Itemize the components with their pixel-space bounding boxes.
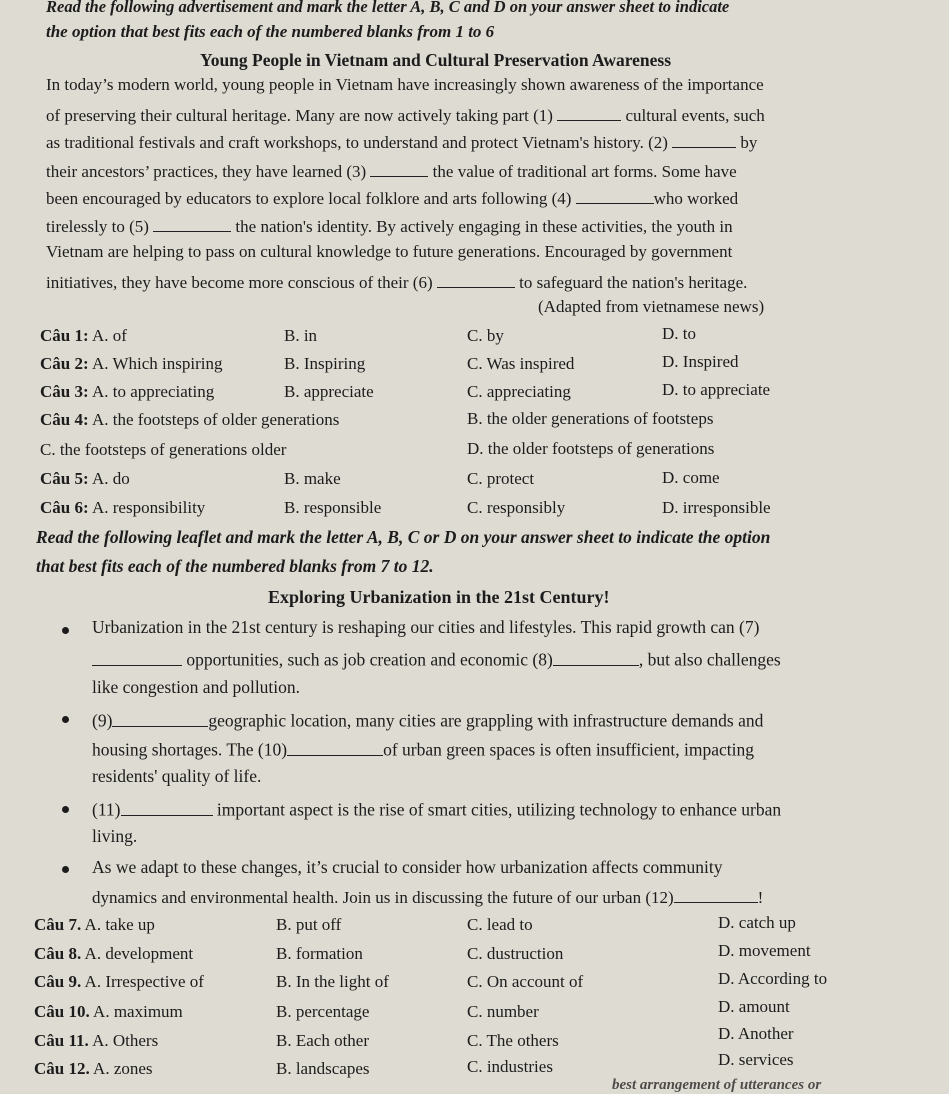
- option-a: A. maximum: [93, 1002, 183, 1021]
- question-number: Câu 3:: [40, 382, 89, 401]
- instruction-1-line-2: the option that best fits each of the numbered blanks from 1 to 6: [46, 22, 495, 41]
- bullet-2-line-2: [92, 737, 754, 761]
- cutoff-next-instruction: best arrangement of utterances or: [612, 1077, 822, 1093]
- question-3-label: [40, 382, 214, 402]
- q7-option-b: B. put off: [276, 915, 342, 934]
- q6-option-c: C. responsibly: [467, 498, 566, 517]
- option-a: A. responsibility: [91, 498, 206, 517]
- blank-5: [153, 214, 231, 232]
- text-segment: dynamics and environmental health. Join us in discussing the future of our urban (12): [92, 888, 674, 907]
- q6-option-b: B. responsible: [284, 498, 382, 517]
- text-segment: tirelessly to (5): [46, 217, 149, 236]
- question-12-label: [34, 1059, 153, 1079]
- passage-1-line-3: [46, 130, 757, 153]
- passage-1-line-5: [46, 186, 738, 209]
- blank-8: [553, 647, 639, 666]
- q3-option-c: C. appreciating: [467, 382, 571, 401]
- text-segment: (11): [92, 799, 121, 820]
- text-segment: important aspect is the rise of smart cities, utilizing technology to enhance urban: [216, 799, 782, 820]
- option-a: A. take up: [84, 915, 155, 934]
- text-segment: the nation's identity. By actively engaging in these activities, the youth in: [235, 217, 733, 236]
- question-8-label: [34, 944, 193, 964]
- text-segment: (9): [92, 710, 113, 731]
- q7-option-d: D. catch up: [718, 913, 796, 932]
- option-a: A. Others: [92, 1031, 159, 1050]
- text-segment: been encouraged by educators to explore local folklore and arts following (4): [46, 189, 572, 208]
- q2-option-b: B. Inspiring: [284, 354, 366, 373]
- blank-7: [92, 647, 182, 666]
- passage-1-line-8: [46, 270, 747, 293]
- q4-option-d: D. the older footsteps of generations: [467, 439, 715, 458]
- question-6-label: [40, 498, 205, 518]
- q2-option-d: D. Inspired: [662, 352, 739, 371]
- question-2-label: [40, 354, 222, 374]
- text-segment: housing shortages. The (10): [92, 739, 288, 760]
- q8-option-d: D. movement: [718, 941, 811, 960]
- question-number: Câu 10.: [34, 1002, 90, 1021]
- question-number: Câu 12.: [34, 1059, 90, 1078]
- question-number: Câu 9.: [34, 972, 82, 991]
- blank-11: [121, 797, 213, 816]
- option-a: A. do: [91, 469, 130, 488]
- q3-option-d: D. to appreciate: [662, 380, 771, 399]
- instruction-1-line-1: Read the following advertisement and mark the letter A, B, C and D on your answer sheet to indicate: [46, 0, 730, 16]
- bullet-2-line-1: [92, 708, 763, 732]
- question-4-label: [40, 410, 339, 430]
- instruction-2-line-2: that best fits each of the numbered blanks from 7 to 12.: [36, 556, 434, 576]
- bullet-2-line-3: residents' quality of life.: [92, 766, 262, 786]
- question-number: Câu 2:: [40, 354, 89, 373]
- question-10-label: [34, 1002, 183, 1022]
- q11-option-c: C. The others: [467, 1031, 559, 1050]
- blank-2: [672, 130, 736, 148]
- q12-option-c: C. industries: [467, 1057, 553, 1076]
- passage-1-source: (Adapted from vietnamese news): [538, 297, 765, 316]
- passage-1-line-4: [46, 159, 737, 182]
- passage-1-line-7: Vietnam are helping to pass on cultural knowledge to future generations. Encouraged by government: [46, 242, 733, 261]
- text-segment: geographic location, many cities are grappling with infrastructure demands and: [208, 710, 764, 731]
- q10-option-b: B. percentage: [276, 1002, 370, 1021]
- question-number: Câu 11.: [34, 1031, 89, 1050]
- passage-2-title: Exploring Urbanization in the 21st Century!: [268, 587, 610, 607]
- q11-option-b: B. Each other: [276, 1031, 369, 1050]
- q5-option-b: B. make: [284, 469, 341, 488]
- q4-option-c: C. the footsteps of generations older: [40, 440, 287, 459]
- text-segment: the value of traditional art forms. Some have: [432, 162, 737, 181]
- text-segment: of urban green spaces is often insufficient, impacting: [383, 739, 755, 760]
- passage-1-line-1: In today’s modern world, young people in Vietnam have increasingly shown awareness of the importance: [46, 75, 764, 94]
- q12-option-b: B. landscapes: [276, 1059, 370, 1078]
- q1-option-b: B. in: [284, 326, 318, 345]
- bullet-icon: [62, 716, 69, 723]
- bullet-4-line-2: [92, 885, 763, 908]
- text-segment: , but also challenges: [638, 649, 781, 670]
- q9-option-c: C. On account of: [467, 972, 584, 991]
- option-a: A. Which inspiring: [91, 354, 223, 373]
- q8-option-b: B. formation: [276, 944, 363, 963]
- text-segment: by: [740, 133, 758, 152]
- q7-option-c: C. lead to: [467, 915, 533, 934]
- blank-6: [437, 270, 515, 288]
- question-number: Câu 5:: [40, 469, 89, 488]
- q9-option-d: D. According to: [718, 969, 828, 988]
- q5-option-c: C. protect: [467, 469, 535, 488]
- question-9-label: [34, 972, 204, 992]
- option-a: A. of: [91, 326, 127, 345]
- q10-option-c: C. number: [467, 1002, 539, 1021]
- bullet-3-line-1: [92, 797, 781, 821]
- bullet-icon: [62, 806, 69, 813]
- passage-1-line-6: [46, 214, 733, 237]
- question-1-label: [40, 326, 127, 346]
- blank-9: [112, 708, 208, 727]
- text-segment: !: [757, 888, 764, 907]
- q1-option-c: C. by: [467, 326, 504, 345]
- question-5-label: [40, 469, 130, 489]
- instruction-2-line-1: Read the following leaflet and mark the letter A, B, C or D on your answer sheet to indicate the option: [36, 527, 771, 547]
- bullet-1-line-3: like congestion and pollution.: [92, 677, 301, 697]
- bullet-icon: [62, 866, 69, 873]
- passage-1-line-2: [46, 103, 765, 126]
- text-segment: their ancestors’ practices, they have learned (3): [46, 162, 367, 181]
- text-segment: initiatives, they have become more conscious of their (6): [46, 273, 433, 292]
- q10-option-d: D. amount: [718, 997, 790, 1016]
- question-number: Câu 8.: [34, 944, 82, 963]
- bullet-4-line-1: As we adapt to these changes, it’s crucial to consider how urbanization affects community: [92, 857, 723, 877]
- text-segment: opportunities, such as job creation and economic (8): [186, 649, 553, 670]
- bullet-1-line-2: [92, 647, 781, 671]
- blank-4: [576, 186, 654, 204]
- text-segment: cultural events, such: [625, 106, 765, 125]
- text-segment: of preserving their cultural heritage. Many are now actively taking part (1): [46, 106, 553, 125]
- option-a: A. development: [84, 944, 194, 963]
- question-number: Câu 4:: [40, 410, 89, 429]
- blank-1: [557, 103, 621, 121]
- bullet-3-line-2: living.: [92, 826, 138, 846]
- bullet-icon: [62, 627, 69, 634]
- text-segment: as traditional festivals and craft workshops, to understand and protect Vietnam's history. (2): [46, 133, 668, 152]
- question-11-label: [34, 1031, 158, 1051]
- q3-option-b: B. appreciate: [284, 382, 374, 401]
- blank-10: [287, 737, 383, 756]
- option-a: A. zones: [93, 1059, 153, 1078]
- question-7-label: [34, 915, 155, 935]
- option-a: A. Irrespective of: [84, 972, 204, 991]
- text-segment: to safeguard the nation's heritage.: [519, 273, 748, 292]
- q1-option-d: D. to: [662, 324, 696, 343]
- question-number: Câu 1:: [40, 326, 89, 345]
- passage-1-title: Young People in Vietnam and Cultural Preservation Awareness: [200, 50, 672, 70]
- blank-12: [674, 885, 758, 903]
- q4-option-b: B. the older generations of footsteps: [467, 409, 714, 428]
- bullet-1-line-1: Urbanization in the 21st century is reshaping our cities and lifestyles. This rapid growth can (7): [92, 617, 760, 637]
- question-number: Câu 7.: [34, 915, 82, 934]
- q2-option-c: C. Was inspired: [467, 354, 575, 373]
- option-a: A. the footsteps of older generations: [91, 410, 340, 429]
- text-segment: who worked: [653, 189, 739, 208]
- q5-option-d: D. come: [662, 468, 720, 487]
- option-a: A. to appreciating: [91, 382, 215, 401]
- question-number: Câu 6:: [40, 498, 89, 517]
- q9-option-b: B. In the light of: [276, 972, 389, 991]
- blank-3: [370, 159, 428, 177]
- q11-option-d: D. Another: [718, 1024, 794, 1043]
- q8-option-c: C. dustruction: [467, 944, 564, 963]
- q12-option-d: D. services: [718, 1050, 794, 1069]
- q6-option-d: D. irresponsible: [662, 498, 771, 517]
